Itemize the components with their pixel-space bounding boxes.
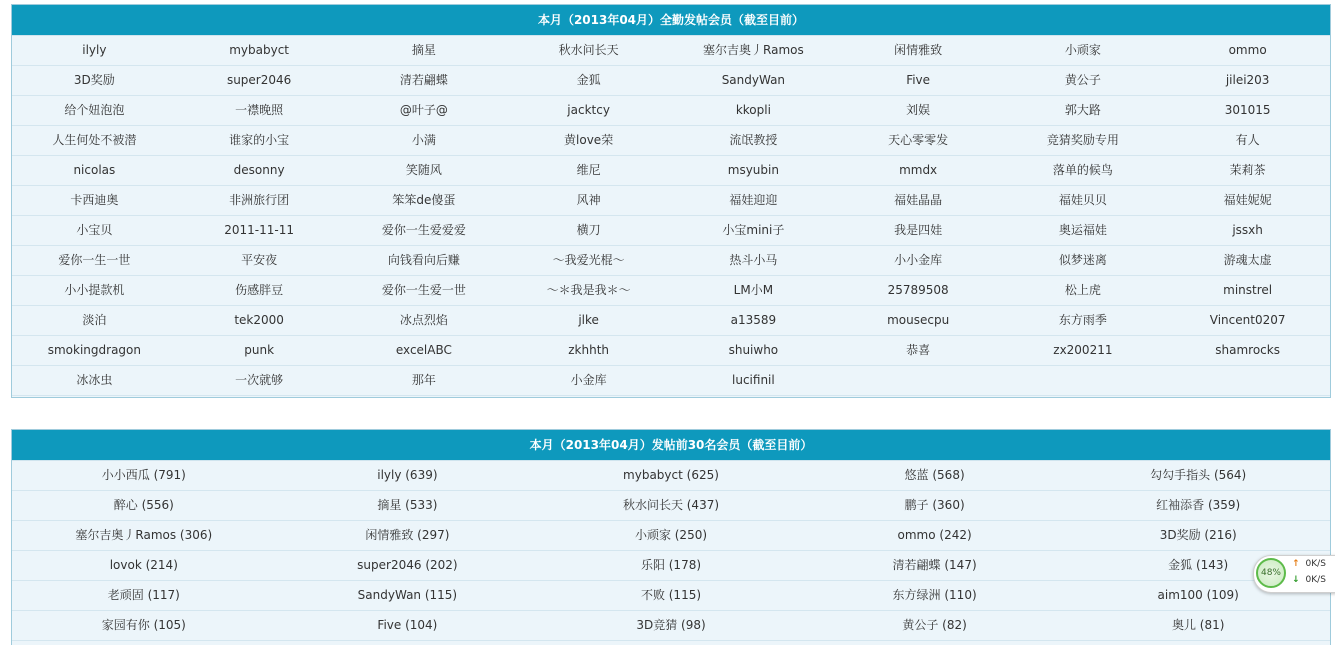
member-link[interactable]: 3D竞猜 (98) [539, 611, 803, 641]
member-link[interactable]: 摘星 [342, 36, 507, 66]
member-link[interactable]: 一次就够 [177, 366, 342, 396]
top30-title: 本月（2013年04月）发帖前30名会员（截至目前） [12, 430, 1330, 461]
member-link[interactable]: 小顽家 [1001, 36, 1166, 66]
member-link[interactable]: 摘星 (533) [276, 491, 540, 521]
member-link[interactable]: 小小西瓜 (791) [12, 461, 276, 491]
upload-arrow-icon: ↑ [1292, 559, 1300, 569]
member-link[interactable]: 平安夜 [177, 246, 342, 276]
member-link[interactable]: 金狐 [506, 66, 671, 96]
member-link[interactable]: mousecpu [836, 306, 1001, 336]
member-link[interactable]: jilei203 [1165, 66, 1330, 96]
member-link[interactable]: @叶子@ [342, 96, 507, 126]
member-link[interactable]: 塞尔吉奥丿Ramos (306) [12, 521, 276, 551]
member-link[interactable]: 悠蓝 (568) [803, 461, 1067, 491]
member-link[interactable]: 一襟晚照 [177, 96, 342, 126]
member-link[interactable]: Five [836, 66, 1001, 96]
member-link[interactable]: 谁家的小宝 [177, 126, 342, 156]
member-link[interactable]: 人生何处不被潜 [12, 126, 177, 156]
member-link[interactable]: kkopli [671, 96, 836, 126]
member-link[interactable]: 醉心 (556) [12, 491, 276, 521]
member-link[interactable]: super2046 [177, 66, 342, 96]
member-link[interactable]: desonny [177, 156, 342, 186]
member-link[interactable]: jacktcy [506, 96, 671, 126]
member-link[interactable]: ilyly [12, 36, 177, 66]
member-link[interactable]: LM小M [671, 276, 836, 306]
member-link[interactable]: nicolas [12, 156, 177, 186]
member-link[interactable]: 热斗小马 [671, 246, 836, 276]
member-link[interactable]: 恭喜 [836, 336, 1001, 366]
member-link[interactable]: 黄公子 [1001, 66, 1166, 96]
member-link[interactable]: smokingdragon [12, 336, 177, 366]
member-link[interactable]: 向钱看向后赚 [342, 246, 507, 276]
member-link[interactable]: 茉莉茶 [1165, 156, 1330, 186]
member-link[interactable]: tek2000 [177, 306, 342, 336]
top30-member-grid [12, 461, 1330, 641]
network-speed-widget[interactable] [1253, 555, 1335, 593]
member-link[interactable]: shuiwho [671, 336, 836, 366]
member-link[interactable]: 奥儿 (81) [1066, 611, 1330, 641]
upload-speed-value: 0K/S [1305, 559, 1326, 569]
member-link[interactable]: mybabyct [177, 36, 342, 66]
download-speed-value: 0K/S [1305, 575, 1326, 585]
member-link[interactable]: 冰点烈焰 [342, 306, 507, 336]
member-link[interactable]: Vincent0207 [1165, 306, 1330, 336]
member-link[interactable]: 给个妞泡泡 [12, 96, 177, 126]
member-link[interactable]: 清若翩蝶 (147) [803, 551, 1067, 581]
member-link[interactable]: 非洲旅行团 [177, 186, 342, 216]
member-link[interactable]: 松上虎 [1001, 276, 1166, 306]
member-link[interactable]: 爱你一生爱一世 [342, 276, 507, 306]
member-link[interactable]: 塞尔吉奥丿Ramos [671, 36, 836, 66]
member-link[interactable]: 流氓教授 [671, 126, 836, 156]
member-link[interactable]: 301015 [1165, 96, 1330, 126]
member-link[interactable]: mybabyct (625) [539, 461, 803, 491]
member-link[interactable]: ilyly (639) [276, 461, 540, 491]
member-link[interactable]: ～＊我是我＊～ [506, 276, 671, 306]
member-link[interactable]: lucifinil [671, 366, 836, 396]
member-link[interactable]: jssxh [1165, 216, 1330, 246]
member-link[interactable]: Five (104) [276, 611, 540, 641]
member-link[interactable]: 有人 [1165, 126, 1330, 156]
member-link[interactable]: 小小金库 [836, 246, 1001, 276]
member-link[interactable]: 我是四娃 [836, 216, 1001, 246]
member-link[interactable]: SandyWan (115) [276, 581, 540, 611]
attendance-member-grid [12, 36, 1330, 396]
empty-cell [1165, 366, 1330, 396]
member-link[interactable]: 福娃晶晶 [836, 186, 1001, 216]
member-link[interactable]: ommo [1165, 36, 1330, 66]
member-link[interactable]: 2011-11-11 [177, 216, 342, 246]
member-link[interactable]: 小顽家 (250) [539, 521, 803, 551]
member-link[interactable]: 小小提款机 [12, 276, 177, 306]
member-link[interactable]: 福娃迎迎 [671, 186, 836, 216]
member-link[interactable]: 乐阳 (178) [539, 551, 803, 581]
member-link[interactable]: zkhhth [506, 336, 671, 366]
member-link[interactable]: 福娃贝贝 [1001, 186, 1166, 216]
member-link[interactable]: 秋水问长天 [506, 36, 671, 66]
member-link[interactable]: ～我爱光棍～ [506, 246, 671, 276]
download-speed [1292, 575, 1326, 585]
attendance-title: 本月（2013年04月）全勤发帖会员（截至目前） [12, 5, 1330, 36]
member-link[interactable]: 不败 (115) [539, 581, 803, 611]
member-link[interactable]: 3D奖励 (216) [1066, 521, 1330, 551]
member-link[interactable]: 鹏子 (360) [803, 491, 1067, 521]
member-link[interactable]: jlke [506, 306, 671, 336]
member-link[interactable]: 金狐 (143) [1066, 551, 1330, 581]
member-link[interactable]: 似梦迷离 [1001, 246, 1166, 276]
member-link[interactable]: minstrel [1165, 276, 1330, 306]
member-link[interactable]: 黄love荣 [506, 126, 671, 156]
member-link[interactable]: 黄公子 (82) [803, 611, 1067, 641]
member-link[interactable]: 闲情雅致 (297) [276, 521, 540, 551]
member-link[interactable]: 淡泊 [12, 306, 177, 336]
member-link[interactable]: 横刀 [506, 216, 671, 246]
member-link[interactable]: excelABC [342, 336, 507, 366]
member-link[interactable]: aim100 (109) [1066, 581, 1330, 611]
member-link[interactable]: 红袖添香 (359) [1066, 491, 1330, 521]
member-link[interactable]: 小满 [342, 126, 507, 156]
member-link[interactable]: 天心零零发 [836, 126, 1001, 156]
empty-cell [1001, 366, 1166, 396]
empty-cell [836, 366, 1001, 396]
member-link[interactable]: punk [177, 336, 342, 366]
member-link[interactable]: zx200211 [1001, 336, 1166, 366]
member-link[interactable]: 维尼 [506, 156, 671, 186]
member-link[interactable]: shamrocks [1165, 336, 1330, 366]
member-link[interactable]: 风神 [506, 186, 671, 216]
member-link[interactable]: 刘娱 [836, 96, 1001, 126]
member-link[interactable]: 伤感胖豆 [177, 276, 342, 306]
member-link[interactable]: super2046 (202) [276, 551, 540, 581]
download-arrow-icon: ↓ [1292, 575, 1300, 585]
member-link[interactable]: 老顽固 (117) [12, 581, 276, 611]
member-link[interactable]: 小宝mini子 [671, 216, 836, 246]
member-link[interactable]: SandyWan [671, 66, 836, 96]
member-link[interactable]: 冰冰虫 [12, 366, 177, 396]
member-link[interactable]: 福娃妮妮 [1165, 186, 1330, 216]
member-link[interactable]: 小金库 [506, 366, 671, 396]
member-link[interactable]: a13589 [671, 306, 836, 336]
member-link[interactable]: 落单的候鸟 [1001, 156, 1166, 186]
member-link[interactable]: 25789508 [836, 276, 1001, 306]
member-link[interactable]: 东方绿洲 (110) [803, 581, 1067, 611]
member-link[interactable]: 勾勾手指头 (564) [1066, 461, 1330, 491]
member-link[interactable]: 爱你一生爱爱爱 [342, 216, 507, 246]
member-link[interactable]: 闲情雅致 [836, 36, 1001, 66]
member-link[interactable]: 郭大路 [1001, 96, 1166, 126]
attendance-panel [11, 4, 1331, 398]
member-link[interactable]: 秋水问长天 (437) [539, 491, 803, 521]
member-link[interactable]: 清若翩蝶 [342, 66, 507, 96]
member-link[interactable]: 那年 [342, 366, 507, 396]
member-link[interactable]: 3D奖励 [12, 66, 177, 96]
member-link[interactable]: 游魂太虚 [1165, 246, 1330, 276]
member-link[interactable]: msyubin [671, 156, 836, 186]
member-link[interactable]: 卡西迪奥 [12, 186, 177, 216]
member-link[interactable]: mmdx [836, 156, 1001, 186]
member-link[interactable]: 小宝贝 [12, 216, 177, 246]
member-link[interactable]: 竞猜奖励专用 [1001, 126, 1166, 156]
top30-panel [11, 429, 1331, 645]
member-link[interactable]: 东方雨季 [1001, 306, 1166, 336]
member-link[interactable]: 奥运福娃 [1001, 216, 1166, 246]
upload-speed [1292, 559, 1326, 569]
speed-percent-ring: 48% [1256, 558, 1286, 588]
member-link[interactable]: 笑随风 [342, 156, 507, 186]
member-link[interactable]: 家园有你 (105) [12, 611, 276, 641]
member-link[interactable]: 爱你一生一世 [12, 246, 177, 276]
member-link[interactable]: ommo (242) [803, 521, 1067, 551]
member-link[interactable]: 笨笨de傻蛋 [342, 186, 507, 216]
member-link[interactable]: lovok (214) [12, 551, 276, 581]
